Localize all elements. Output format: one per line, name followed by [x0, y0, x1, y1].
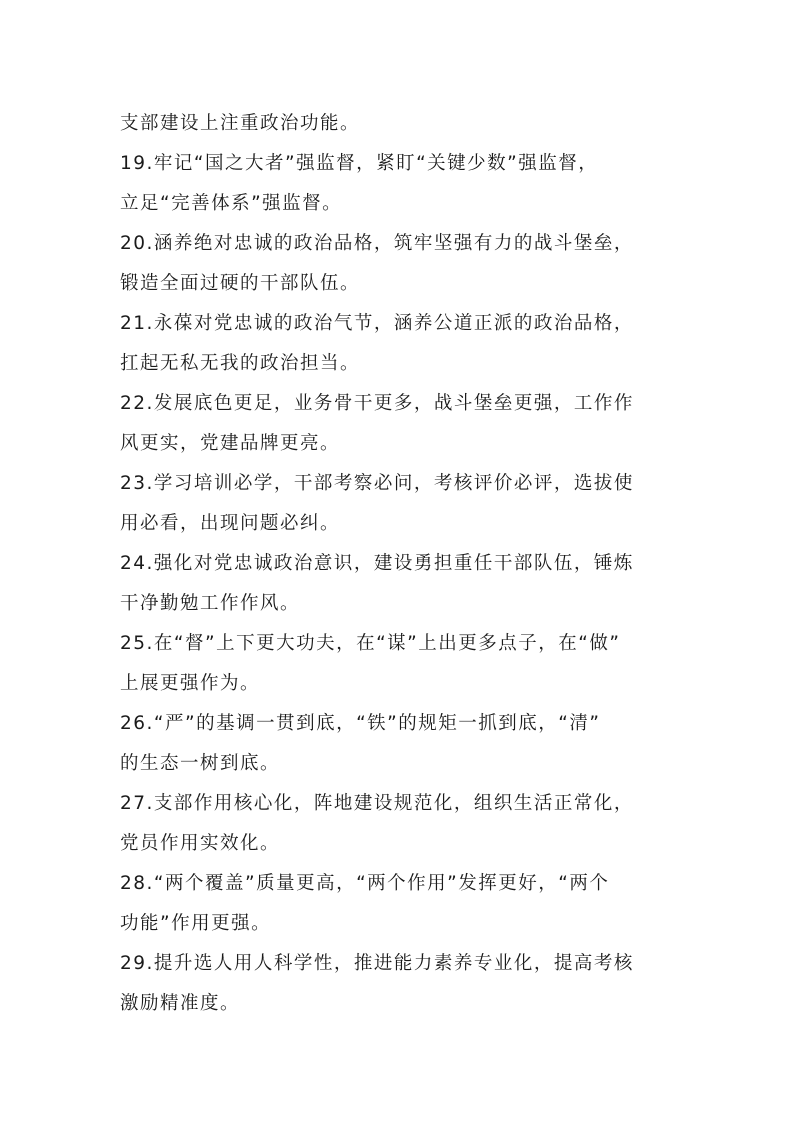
text-line: 干净勤勉工作作风。 — [120, 593, 301, 614]
text-line: 25.在“督”上下更大功夫，在“谋”上出更多点子，在“做” — [120, 633, 621, 654]
text-line: 激励精准度。 — [120, 993, 241, 1014]
text-line: 支部建设上注重政治功能。 — [120, 113, 361, 134]
text-line: 24.强化对党忠诚政治意识，建设勇担重任干部队伍，锤炼 — [120, 553, 634, 574]
text-line: 风更实，党建品牌更亮。 — [120, 433, 341, 454]
text-line: 用必看，出现问题必纠。 — [120, 513, 341, 534]
text-line: 28.“两个覆盖”质量更高，“两个作用”发挥更好，“两个 — [120, 873, 610, 894]
text-line: 19.牢记“国之大者”强监督，紧盯“关键少数”强监督， — [120, 153, 599, 174]
text-line: 立足“完善体系”强监督。 — [120, 193, 343, 214]
text-line: 上展更强作为。 — [120, 673, 261, 694]
text-line: 的生态一树到底。 — [120, 753, 281, 774]
text-line: 21.永葆对党忠诚的政治气节，涵养公道正派的政治品格， — [120, 313, 634, 334]
text-line: 27.支部作用核心化，阵地建设规范化，组织生活正常化， — [120, 793, 634, 814]
text-line: 23.学习培训必学，干部考察必问，考核评价必评，选拔使 — [120, 473, 634, 494]
text-line: 锻造全面过硬的干部队伍。 — [120, 273, 361, 294]
text-line: 扛起无私无我的政治担当。 — [120, 353, 361, 374]
text-line: 功能”作用更强。 — [120, 913, 272, 934]
text-line: 党员作用实效化。 — [120, 833, 281, 854]
text-line: 29.提升选人用人科学性，推进能力素养专业化，提高考核 — [120, 953, 634, 974]
text-line: 22.发展底色更足，业务骨干更多，战斗堡垒更强，工作作 — [120, 393, 634, 414]
text-line: 20.涵养绝对忠诚的政治品格，筑牢坚强有力的战斗堡垒， — [120, 233, 634, 254]
text-line: 26.“严”的基调一贯到底，“铁”的规矩一抓到底，“清” — [120, 713, 601, 734]
document-body — [120, 104, 680, 1024]
